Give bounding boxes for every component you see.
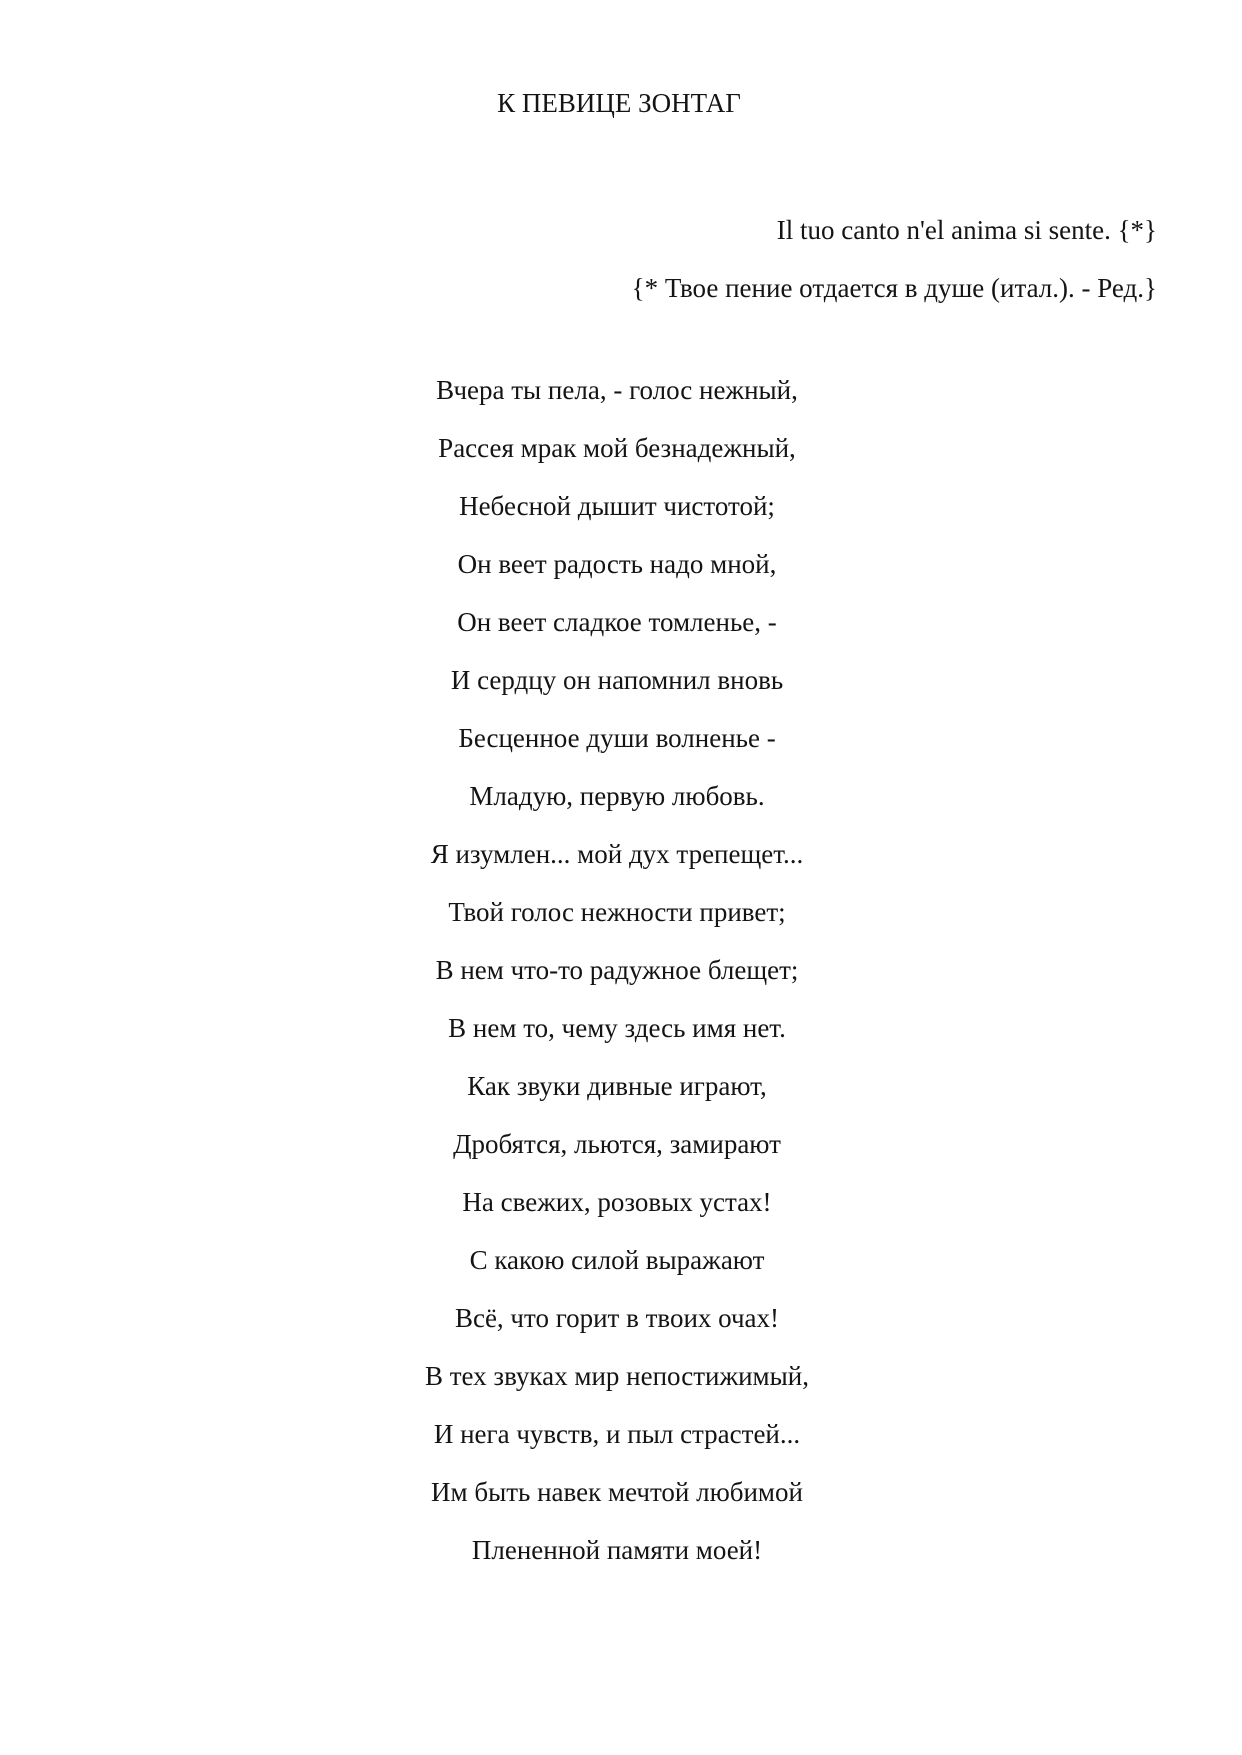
poem-line: Им быть навек мечтой любимой: [431, 1477, 803, 1507]
poem-line: В тех звуках мир непостижимый,: [425, 1361, 809, 1391]
poem-line: И нега чувств, и пыл страстей...: [433, 1419, 801, 1449]
poem-line: Небесной дышит чистотой;: [459, 491, 775, 521]
poem-line: Он веет сладкое томленье, -: [457, 607, 777, 637]
poem-body: [0, 373, 1242, 1591]
epigraph-note: {* Твое пение отдается в душе (итал.). - Ред.}: [631, 273, 1157, 303]
poem-line: И сердцу он напомнил вновь: [450, 665, 784, 695]
poem-line: На свежих, розовых устах!: [462, 1187, 772, 1217]
poem-line: Вчера ты пела, - голос нежный,: [436, 375, 798, 405]
epigraph: [632, 201, 1157, 317]
poem-line: Как звуки дивные играют,: [467, 1071, 767, 1101]
epigraph-line: Il tuo canto n'el anima si sente. {*}: [776, 215, 1157, 245]
poem-line: Он веет радость надо мной,: [457, 549, 777, 579]
poem-line: Плененной памяти моей!: [471, 1535, 763, 1565]
poem-line: Я изумлен... мой дух трепещет...: [430, 839, 804, 869]
poem-line: Всё, что горит в твоих очах!: [454, 1303, 780, 1333]
title-text: К ПЕВИЦЕ ЗОНТАГ: [497, 88, 741, 118]
poem-line: Дробятся, льются, замирают: [453, 1129, 781, 1159]
poem-line: С какою силой выражают: [469, 1245, 765, 1275]
poem-line: Бесценное души волненье -: [458, 723, 776, 753]
poem-line: Твой голос нежности привет;: [448, 897, 786, 927]
poem-line: Рассея мрак мой безнадежный,: [438, 433, 796, 463]
poem-line: В нем то, чему здесь имя нет.: [448, 1013, 786, 1043]
poem-line: В нем что-то радужное блещет;: [435, 955, 799, 985]
page-title: [0, 86, 1242, 120]
poem-line: Младую, первую любовь.: [469, 781, 765, 811]
